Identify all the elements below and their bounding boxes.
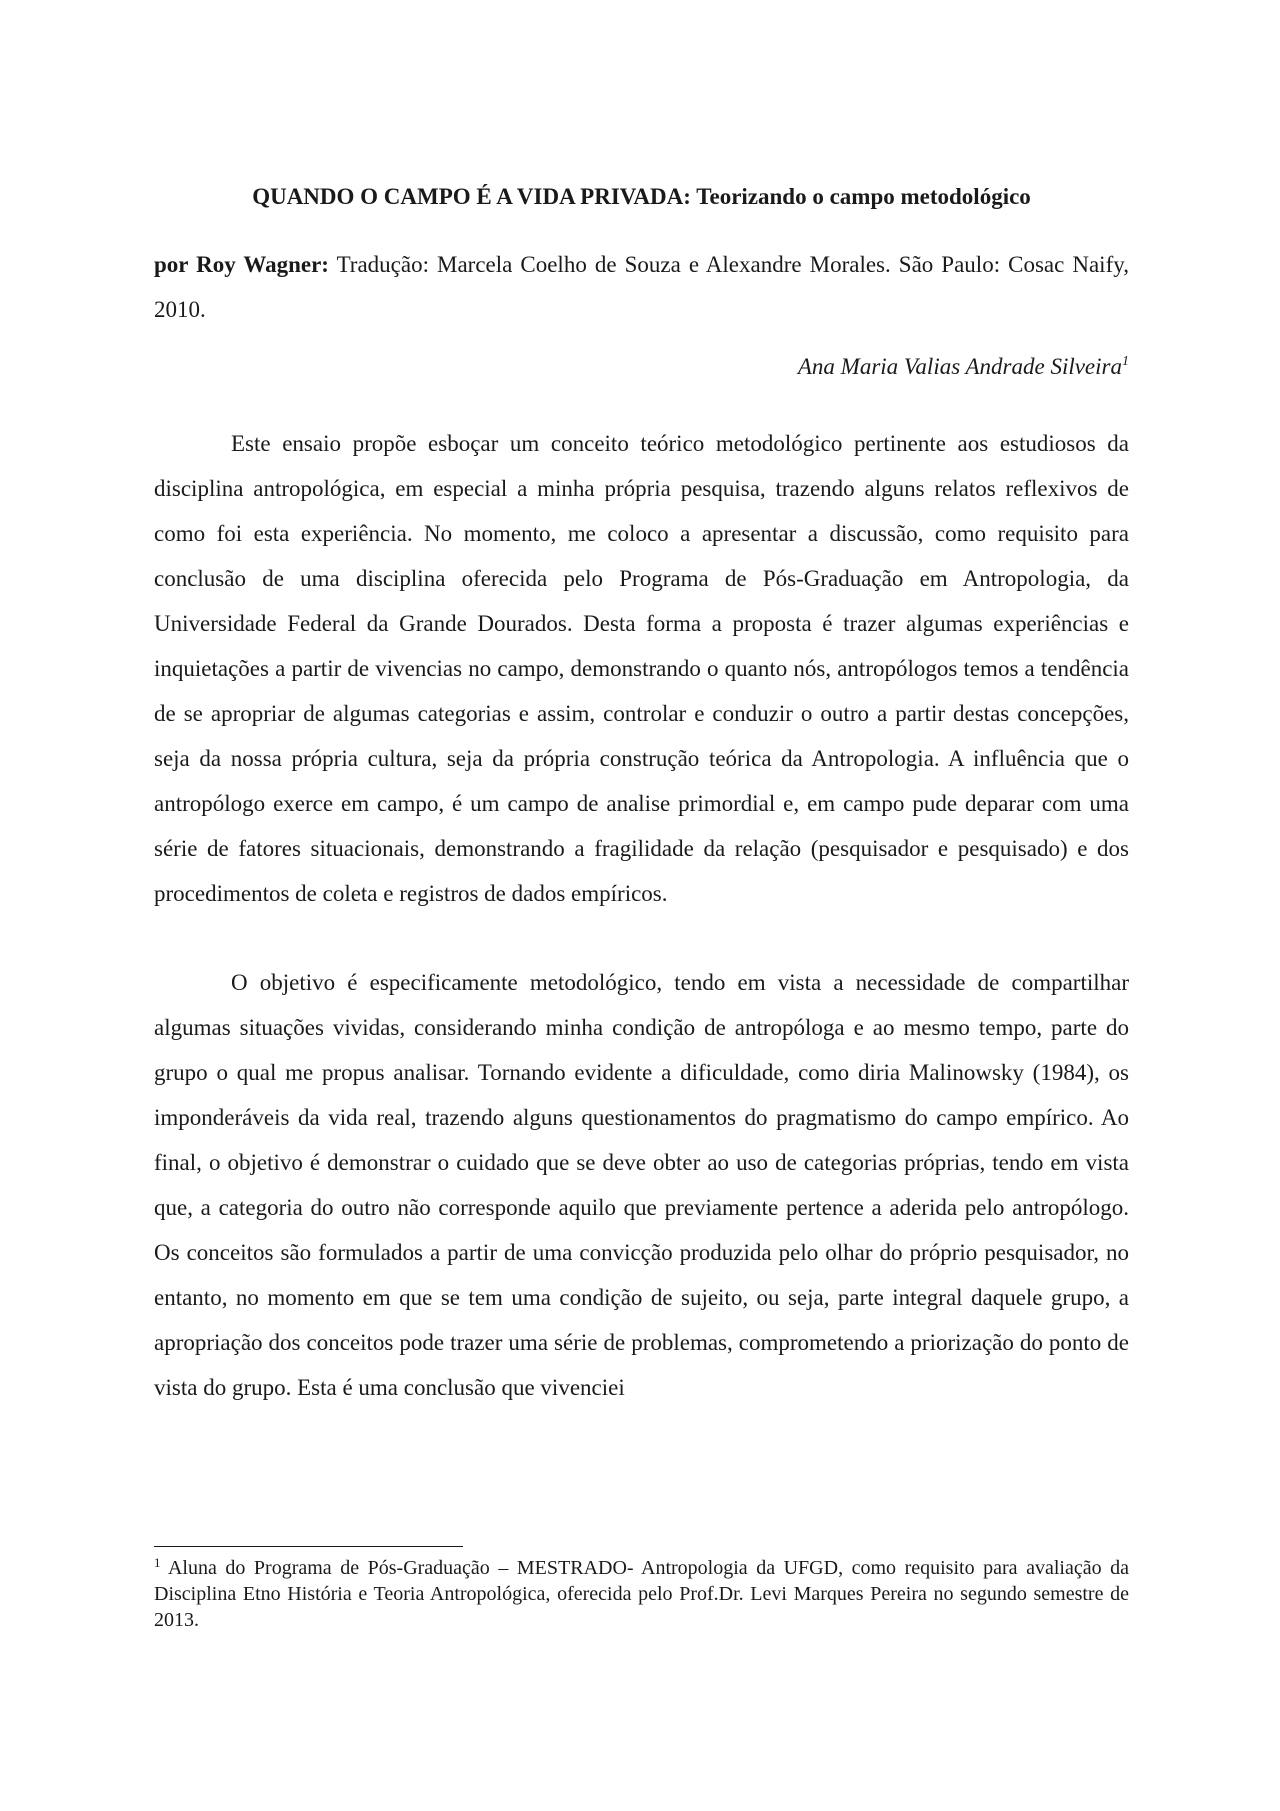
paragraph-1: Este ensaio propõe esboçar um conceito teórico metodológico pertinente aos estudiosos da disciplina antropológica, em especial a minha própria pesquisa, trazendo alguns relatos reflexivos de como foi esta experiência. No momento, me coloco a apresentar a discussão, como requisito para conclusão de uma disciplina oferecida pelo Programa de Pós-Graduação em Antropologia, da Universidade Federal da Grande Dourados. Desta forma a proposta é trazer algumas experiências e inquietações a partir de vivencias no campo, demonstrando o quanto nós, antropólogos temos a tendência de se apropriar de algumas categorias e assim, controlar e conduzir o outro a partir destas concepções, seja da nossa própria cultura, seja da própria construção teórica da Antropologia. A influência que o antropólogo exerce em campo, é um campo de analise primordial e, em campo pude deparar com uma série de fatores situacionais, demonstrando a fragilidade da relação (pesquisador e pesquisado) e dos procedimentos de coleta e registros de dados empíricos. — [154, 431, 1129, 906]
footnote — [154, 1555, 1129, 1633]
essay-author — [154, 352, 1129, 382]
essay-author-name: Ana Maria Valias Andrade Silveira — [797, 354, 1122, 379]
footnote-number: 1 — [154, 1555, 161, 1570]
book-reference — [154, 242, 1129, 332]
reference-details: Tradução: Marcela Coelho de Souza e Alexandre Morales. São Paulo: Cosac Naify, 2010. — [154, 252, 1129, 322]
footnote-divider — [154, 1546, 463, 1547]
footnote-text: Aluna do Programa de Pós-Graduação – MESTRADO- Antropologia da UFGD, como requisito para avaliação da Disciplina Etno História e Teoria Antropológica, oferecida pelo Prof.Dr. Levi Marques Pereira no segundo semestre de 2013. — [154, 1557, 1129, 1631]
document-title: QUANDO O CAMPO É A VIDA PRIVADA: Teorizando o campo metodológico — [252, 184, 1031, 209]
footnote-marker: 1 — [1122, 354, 1129, 369]
reference-author: por Roy Wagner: — [154, 252, 329, 277]
paragraph-2: O objetivo é especificamente metodológico, tendo em vista a necessidade de compartilhar algumas situações vividas, considerando minha condição de antropóloga e ao mesmo tempo, parte do grupo o qual me propus analisar. Tornando evidente a dificuldade, como diria Malinowsky (1984), os imponderáveis da vida real, trazendo alguns questionamentos do pragmatismo do campo empírico. Ao final, o objetivo é demonstrar o cuidado que se deve obter ao uso de categorias próprias, tendo em vista que, a categoria do outro não corresponde aquilo que previamente pertence a aderida pelo antropólogo. Os conceitos são formulados a partir de uma convicção produzida pelo olhar do próprio pesquisador, no entanto, no momento em que se tem uma condição de sujeito, ou seja, parte integral daquele grupo, a apropriação dos conceitos pode trazer uma série de problemas, comprometendo a priorização do ponto de vista do grupo. Esta é uma conclusão que vivenciei — [154, 970, 1129, 1400]
